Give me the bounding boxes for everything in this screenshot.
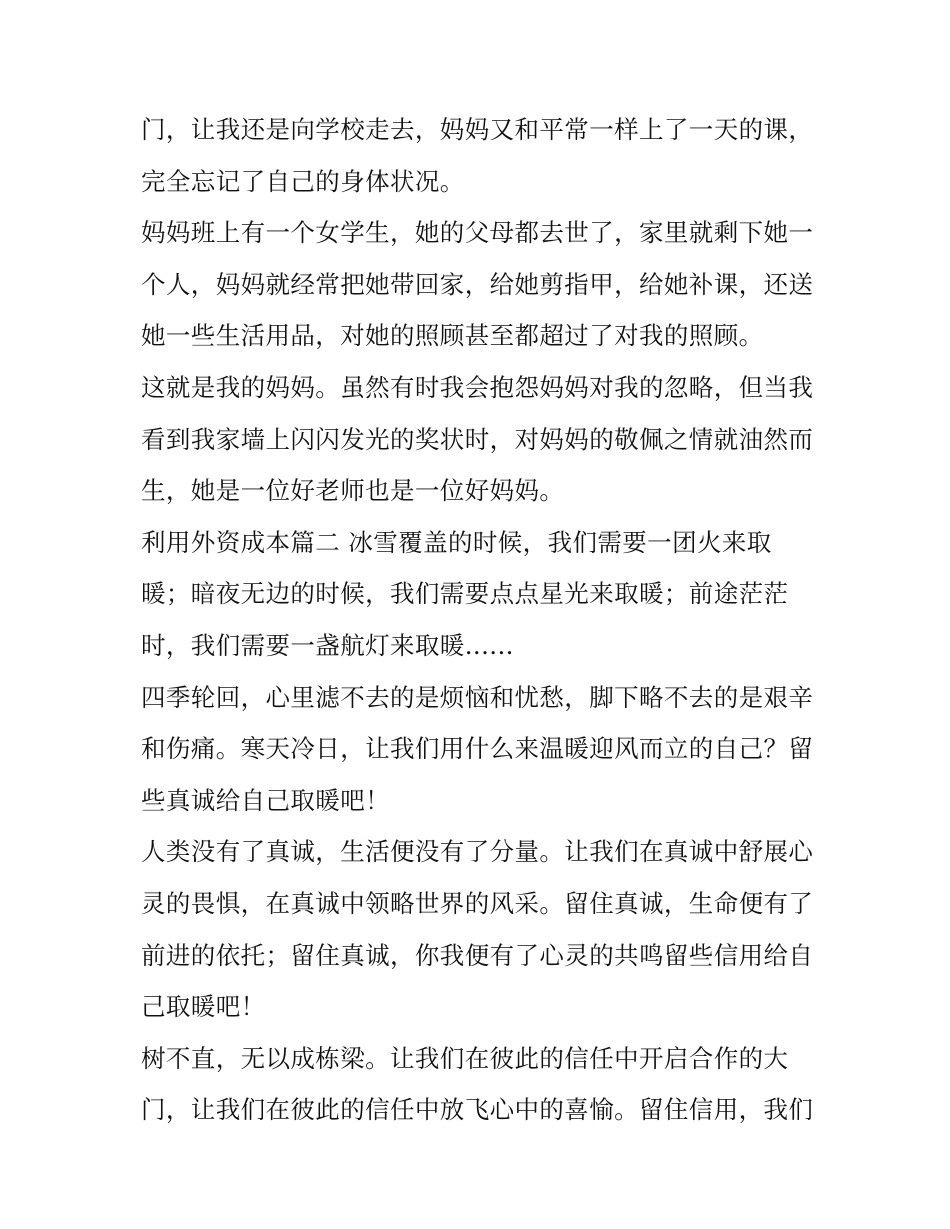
text-line: 门，让我们在彼此的信任中放飞心中的喜愉。留住信用，我们 xyxy=(141,1095,814,1125)
text-line: 树不直，无以成栋梁。让我们在彼此的信任中开启合作的大 xyxy=(141,1043,789,1073)
text-line: 四季轮回，心里滤不去的是烦恼和忧愁，脚下略不去的是艰辛 xyxy=(141,682,814,712)
text-line: 门，让我还是向学校走去，妈妈又和平常一样上了一天的课， xyxy=(141,115,814,144)
text-line: 些真诚给自己取暖吧！ xyxy=(141,785,390,815)
text-line: 灵的畏惧，在真诚中领略世界的风采。留住真诚，生命便有了 xyxy=(141,888,814,918)
text-line: 看到我家墙上闪闪发光的奖状时，对妈妈的敬佩之情就油然而 xyxy=(141,424,814,454)
text-line: 个人，妈妈就经常把她带回家，给她剪指甲，给她补课，还送 xyxy=(141,269,814,299)
text-line: 前进的依托；留住真诚，你我便有了心灵的共鸣留些信用给自 xyxy=(141,940,814,970)
text-line: 完全忘记了自己的身体状况。 xyxy=(141,166,465,196)
document-body xyxy=(141,104,821,1136)
text-line: 她一些生活用品，对她的照顾甚至都超过了对我的照顾。 xyxy=(141,321,764,351)
text-line: 和伤痛。寒天冷日，让我们用什么来温暖迎风而立的自己？留 xyxy=(141,734,814,764)
text-line: 己取暖吧！ xyxy=(141,992,266,1022)
text-line: 这就是我的妈妈。虽然有时我会抱怨妈妈对我的忽略，但当我 xyxy=(141,372,814,402)
text-line: 利用外资成本篇二 冰雪覆盖的时候，我们需要一团火来取 xyxy=(141,527,772,557)
text-line: 暖；暗夜无边的时候，我们需要点点星光来取暖；前途茫茫 xyxy=(141,579,789,609)
text-line: 人类没有了真诚，生活便没有了分量。让我们在真诚中舒展心 xyxy=(141,837,814,867)
text-line: 时，我们需要一盏航灯来取暖...... xyxy=(141,630,514,660)
text-line: 妈妈班上有一个女学生，她的父母都去世了，家里就剩下她一 xyxy=(141,218,814,248)
text-line: 生，她是一位好老师也是一位好妈妈。 xyxy=(141,476,565,506)
